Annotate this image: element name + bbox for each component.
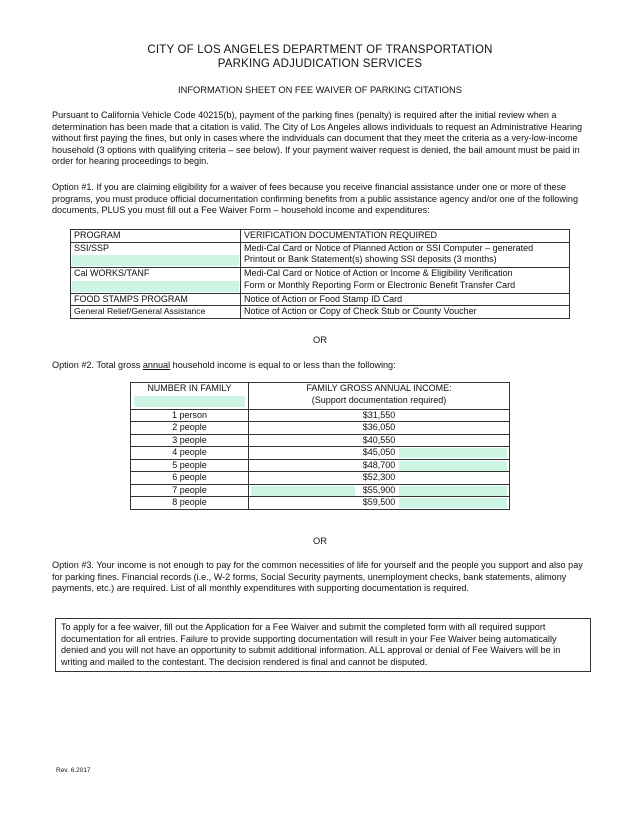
table-row bbox=[131, 472, 510, 485]
program-cell bbox=[71, 268, 241, 294]
option2-paragraph bbox=[52, 360, 592, 372]
or-separator: OR bbox=[313, 536, 327, 546]
option1-paragraph: Option #1. If you are claiming eligibility for a waiver of fees because you receive financial assistance under one or more of these programs, you must produce official documentation confirming benefits from a public assistance agency and/or one of the following documents, PLUS you must fill out a Fee Waiver Form – household income and expenditures: bbox=[52, 182, 579, 215]
column-header-income bbox=[249, 383, 510, 410]
income-limit: $36,050 bbox=[249, 422, 510, 435]
table-row bbox=[71, 306, 570, 319]
documentation-cell bbox=[241, 242, 570, 268]
income-fill-field[interactable] bbox=[399, 498, 507, 508]
program-name: SSI/SSP bbox=[74, 242, 110, 253]
family-size: 3 people bbox=[131, 434, 249, 447]
income-limit: $55,900 bbox=[362, 484, 396, 495]
table-row bbox=[131, 447, 510, 460]
table-row bbox=[131, 484, 510, 497]
income-cell bbox=[249, 484, 510, 497]
income-limit: $48,700 bbox=[362, 459, 396, 470]
income-limit: $45,050 bbox=[362, 447, 396, 457]
documentation-cell: Notice of Action or Food Stamp ID Card bbox=[241, 293, 570, 306]
income-limit: $59,500 bbox=[362, 497, 396, 507]
intro-paragraph: Pursuant to California Vehicle Code 40215(b), payment of the parking fines (penalty) is required after the initial review when a determination has been made that a citation is valid. The City of Los Angeles allows individuals to request an Administrative Hearing without first paying the fines, but only in cases where the individuals can document that they meet the criteria as a very-low-income household (3 options with qualifying criteria – see below). If your payment waiver request is denied, the bail amount must be paid in order for hearing proceedings to begin. bbox=[52, 110, 583, 166]
program-name: Cal WORKS/TANF bbox=[74, 268, 150, 278]
program-name: FOOD STAMPS PROGRAM bbox=[71, 293, 241, 306]
column-header-documentation: VERIFICATION DOCUMENTATION REQUIRED bbox=[241, 230, 570, 243]
family-size: 5 people bbox=[131, 459, 249, 472]
income-limit: $52,300 bbox=[249, 472, 510, 485]
program-cell bbox=[71, 242, 241, 268]
income-table bbox=[130, 382, 510, 510]
family-size: 4 people bbox=[131, 447, 249, 460]
income-limit: $31,550 bbox=[249, 409, 510, 422]
revision-label: Rev. 6.2017 bbox=[56, 767, 91, 774]
option2-underlined: annual bbox=[142, 360, 171, 370]
documentation-line: Form or Monthly Reporting Form or Electronic Benefit Transfer Card bbox=[244, 279, 516, 290]
table-row bbox=[71, 293, 570, 306]
family-size: 7 people bbox=[131, 484, 249, 497]
income-fill-field[interactable] bbox=[399, 448, 507, 458]
income-cell bbox=[249, 459, 510, 472]
family-size: 6 people bbox=[131, 472, 249, 485]
agency-title: CITY OF LOS ANGELES DEPARTMENT OF TRANSPORTATION bbox=[147, 44, 493, 56]
programs-table-header bbox=[71, 230, 570, 243]
table-row bbox=[71, 268, 570, 294]
documentation-cell: Notice of Action or Copy of Check Stub or County Voucher bbox=[241, 306, 570, 319]
income-table-header bbox=[131, 383, 510, 410]
column-header-family bbox=[131, 383, 249, 410]
column-header-program: PROGRAM bbox=[71, 230, 241, 243]
family-size: 8 people bbox=[131, 497, 249, 510]
income-limit: $40,550 bbox=[249, 434, 510, 447]
option3-paragraph: Option #3. Your income is not enough to pay for the common necessities of life for yourself and the people you support and also pay for parking fines. Financial records (i.e., W-2 forms, Social Security payments, unemployment checks, bank statements, alimony payments, etc.) are required. List of all monthly expenditures with supporting documentation is required. bbox=[52, 560, 583, 593]
program-fill-field[interactable] bbox=[72, 255, 239, 266]
income-cell bbox=[249, 497, 510, 510]
documentation-line: Printout or Bank Statement(s) showing SSI deposits (3 months) bbox=[244, 254, 497, 264]
income-fill-field[interactable] bbox=[399, 461, 507, 471]
document-subtitle: INFORMATION SHEET ON FEE WAIVER OF PARKING CITATIONS bbox=[178, 85, 462, 95]
table-row bbox=[131, 434, 510, 447]
income-header-note: (Support documentation required) bbox=[311, 394, 447, 405]
program-fill-field[interactable] bbox=[72, 281, 239, 292]
family-size: 1 person bbox=[131, 409, 249, 422]
family-header-label: NUMBER IN FAMILY bbox=[147, 383, 232, 393]
income-cell bbox=[249, 447, 510, 460]
table-row bbox=[71, 242, 570, 268]
table-row bbox=[131, 459, 510, 472]
program-name: General Relief/General Assistance bbox=[71, 306, 241, 319]
table-row bbox=[131, 409, 510, 422]
family-fill-field[interactable] bbox=[134, 396, 245, 407]
documentation-line: Medi-Cal Card or Notice of Action or Income & Eligibility Verification bbox=[244, 268, 513, 278]
option2-text: Option #2. Total gross bbox=[52, 360, 143, 370]
table-row bbox=[131, 422, 510, 435]
documentation-cell bbox=[241, 268, 570, 294]
income-header-label: FAMILY GROSS ANNUAL INCOME: bbox=[306, 383, 452, 393]
family-size: 2 people bbox=[131, 422, 249, 435]
division-title: PARKING ADJUDICATION SERVICES bbox=[217, 58, 423, 70]
documentation-line: Medi-Cal Card or Notice of Planned Action or SSI Computer – generated bbox=[244, 242, 534, 253]
application-notice-box: To apply for a fee waiver, fill out the Application for a Fee Waiver and submit the completed form with all required support documentation for all entries. Failure to provide supporting documentation will result in your Fee Waiver being automatically denied and you will not have an opportunity to submit additional information. ALL approval or denial of Fee Waivers will be in writing and mailed to the contestant. The decision rendered is final and cannot be disputed. bbox=[55, 618, 591, 672]
table-row bbox=[131, 497, 510, 510]
programs-table bbox=[70, 229, 570, 319]
or-separator: OR bbox=[313, 335, 327, 345]
option2-text: household income is equal to or less than the following: bbox=[170, 360, 396, 370]
